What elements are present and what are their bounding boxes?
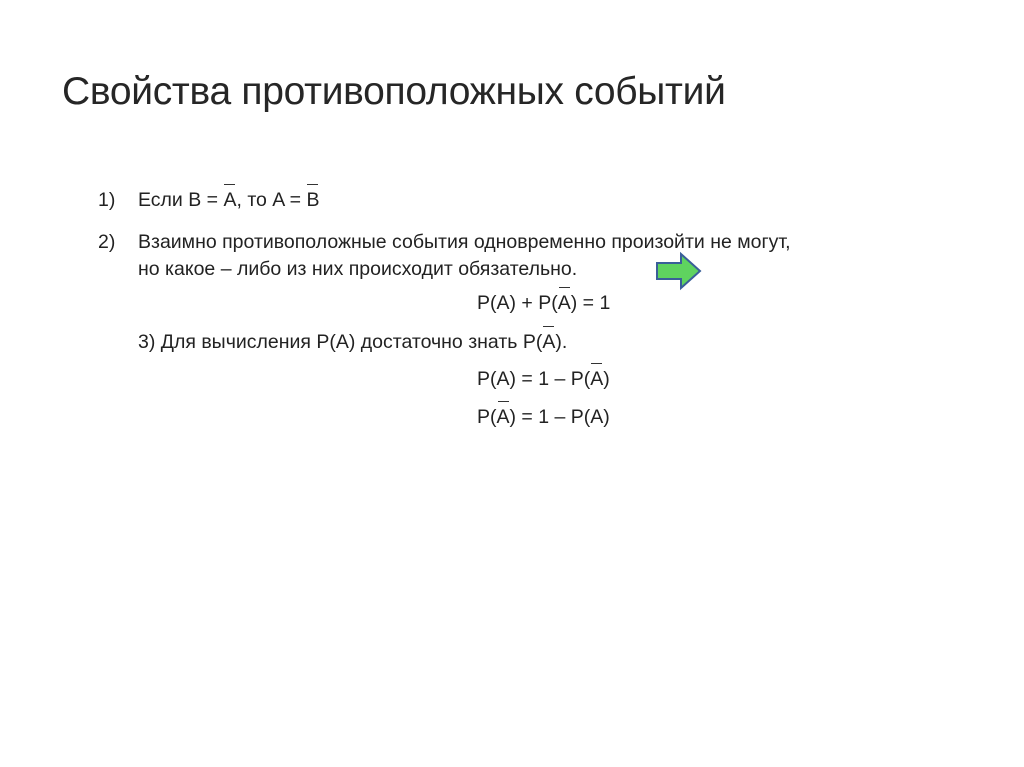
overlined-b: B — [306, 189, 320, 211]
overlined-a: A — [557, 292, 571, 314]
formula-p-not-a: P(A) = 1 – P(A) — [477, 406, 610, 428]
overlined-a: A — [590, 368, 604, 390]
item-number: 2) — [98, 231, 116, 253]
item-number: 1) — [98, 189, 116, 211]
list-item-1 — [98, 187, 115, 213]
list-item-3: 3) Для вычисления P(A) достаточно знать P(A). — [138, 331, 568, 353]
slide-title: Свойства противоположных событий — [62, 70, 726, 113]
overlined-a: A — [223, 189, 237, 211]
item-2-line-2: но какое – либо из них происходит обязательно. — [138, 258, 578, 280]
overlined-a: A — [496, 406, 510, 428]
item-2-line-1: Взаимно противоположные события одновременно произойти не могут, — [138, 231, 791, 253]
right-arrow-icon — [655, 251, 703, 291]
list-item-2 — [98, 229, 115, 255]
formula-sum: P(A) + P(A) = 1 — [477, 292, 611, 314]
formula-p-a: P(A) = 1 – P(A) — [477, 368, 610, 390]
item-1-text: Если B = A, то A = B — [138, 189, 320, 211]
overlined-a: A — [542, 331, 556, 353]
